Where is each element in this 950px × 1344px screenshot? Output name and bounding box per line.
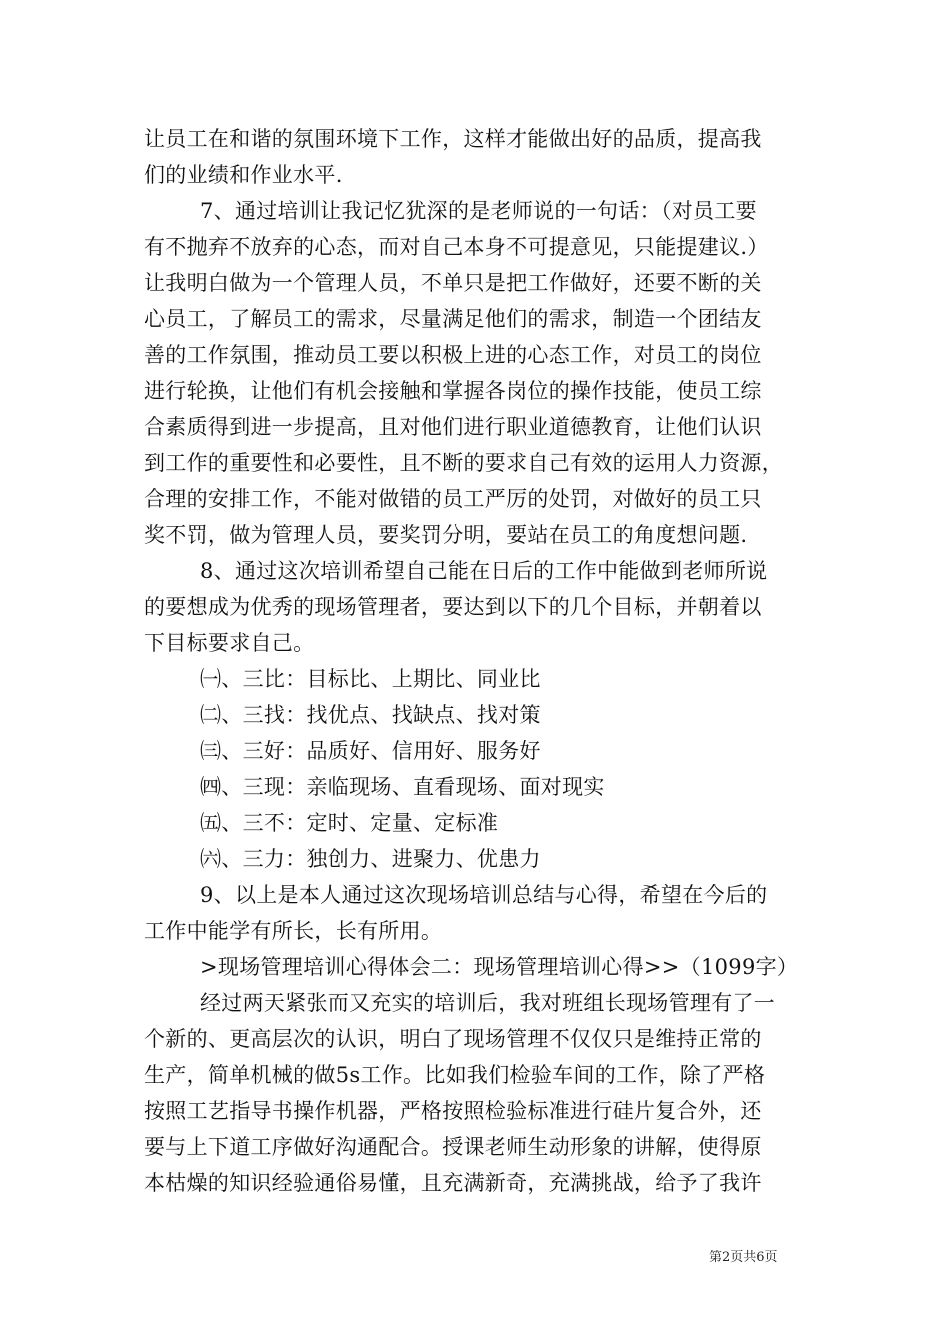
list-item: ㈡、三找：找优点、找缺点、找对策	[200, 703, 541, 727]
text-line: 有不抛弃不放弃的心态，而对自己本身不可提意见，只能提建议.）	[144, 235, 769, 259]
paragraph-7-start: 7、通过培训让我记忆犹深的是老师说的一句话：（对员工要	[200, 199, 757, 223]
section-heading: >现场管理培训心得体会二：现场管理培训心得>>（1099字）	[200, 955, 799, 979]
paragraph-start: 经过两天紧张而又充实的培训后，我对班组长现场管理有了一	[200, 991, 776, 1015]
text-line: 合素质得到进一步提高，且对他们进行职业道德教育，让他们认识	[144, 415, 762, 439]
paragraph-9-start: 9、以上是本人通过这次现场培训总结与心得，希望在今后的	[200, 883, 768, 907]
text-line: 善的工作氛围，推动员工要以积极上进的心态工作，对员工的岗位	[144, 343, 762, 367]
list-item: ㈠、三比：目标比、上期比、同业比	[200, 667, 541, 691]
text-line: 按照工艺指导书操作机器，严格按照检验标准进行硅片复合外，还	[144, 1099, 762, 1123]
list-item: ㈥、三力：独创力、进聚力、优患力	[200, 847, 541, 871]
text-line: 的要想成为优秀的现场管理者，要达到以下的几个目标，并朝着以	[144, 595, 762, 619]
text-line: 个新的、更高层次的认识，明白了现场管理不仅仅只是维持正常的	[144, 1027, 762, 1051]
text-line: 本枯燥的知识经验通俗易懂，且充满新奇，充满挑战，给予了我许	[144, 1171, 762, 1195]
text-line: 要与上下道工序做好沟通配合。授课老师生动形象的讲解，使得原	[144, 1135, 762, 1159]
text-line: 奖不罚，做为管理人员，要奖罚分明，要站在员工的角度想问题.	[144, 523, 748, 547]
text-line: 工作中能学有所长，长有所用。	[144, 919, 443, 943]
page-number: 第2页共6页	[709, 1250, 778, 1265]
text-line: 到工作的重要性和必要性，且不断的要求自己有效的运用人力资源，	[144, 451, 783, 475]
text-line: 合理的安排工作，不能对做错的员工严厉的处罚，对做好的员工只	[144, 487, 762, 511]
text-line: 让员工在和谐的氛围环境下工作，这样才能做出好的品质，提高我	[144, 127, 762, 151]
text-line: 下目标要求自己。	[144, 631, 315, 655]
text-line: 生产，简单机械的做5s工作。比如我们检验车间的工作，除了严格	[144, 1063, 766, 1087]
text-line: 进行轮换，让他们有机会接触和掌握各岗位的操作技能，使员工综	[144, 379, 762, 403]
text-line: 让我明白做为一个管理人员，不单只是把工作做好，还要不断的关	[144, 271, 762, 295]
list-item: ㈢、三好：品质好、信用好、服务好	[200, 739, 541, 763]
list-item: ㈤、三不：定时、定量、定标准	[200, 811, 499, 835]
text-line: 心员工，了解员工的需求，尽量满足他们的需求，制造一个团结友	[144, 307, 762, 331]
paragraph-8-start: 8、通过这次培训希望自己能在日后的工作中能做到老师所说	[200, 559, 768, 583]
text-line: 们的业绩和作业水平.	[144, 163, 343, 187]
list-item: ㈣、三现：亲临现场、直看现场、面对现实	[200, 775, 605, 799]
